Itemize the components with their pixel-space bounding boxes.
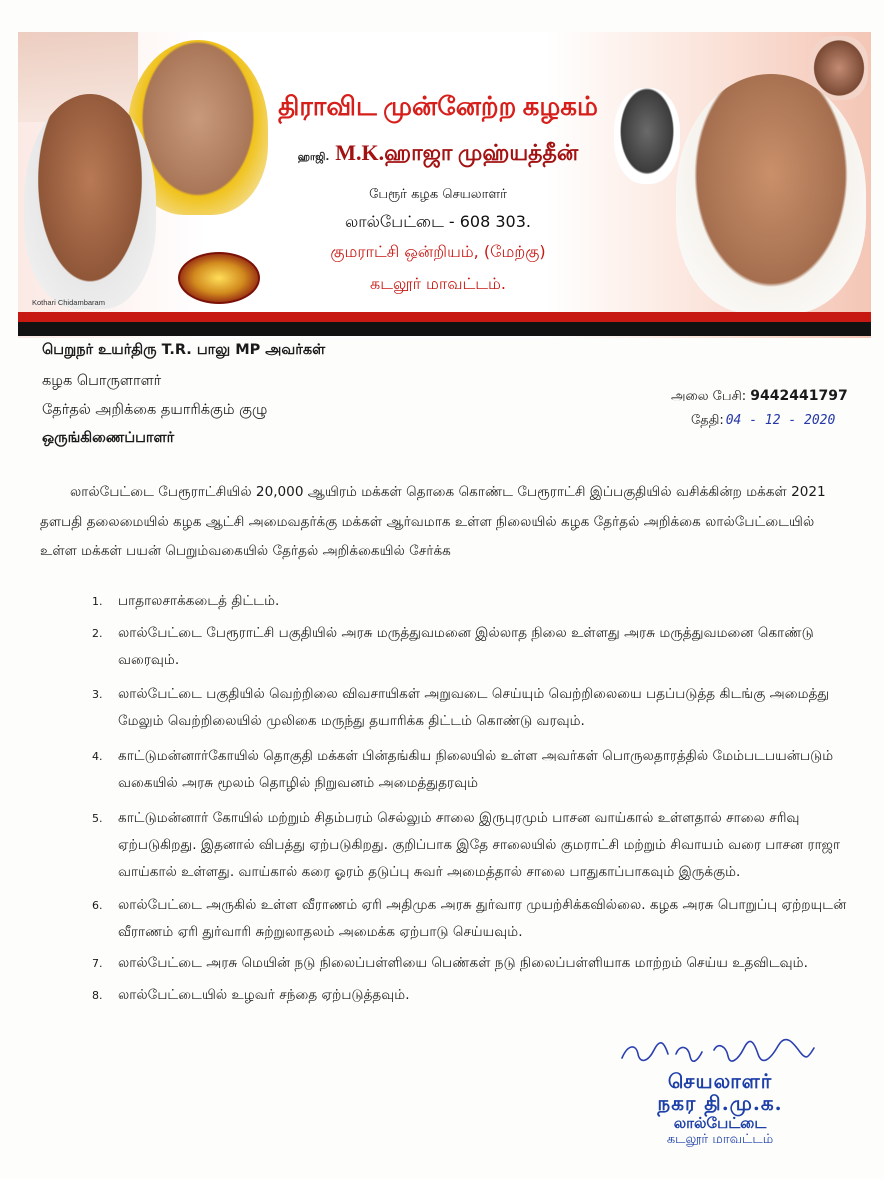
- photographer-credit: Kothari Chidambaram: [32, 298, 105, 307]
- list-item: [92, 950, 852, 977]
- party-name: திராவிட முன்னேற்ற கழகம்: [278, 92, 598, 121]
- list-item-number: 4.: [92, 750, 103, 763]
- list-item-number: 7.: [92, 957, 103, 970]
- list-item-text: லால்பேட்டை பேரூராட்சி பகுதியில் அரசு மருத்துவமனை இல்லாத நிலை உள்ளது அரசு மருத்துவமனை கொண்டு வரைவும்.: [118, 625, 814, 668]
- list-item: [92, 681, 852, 735]
- leader-portrait-photo: [614, 88, 680, 184]
- phone-number: 9442441797: [750, 388, 848, 404]
- recipient-line-2: கழக பொருளாளர்: [42, 373, 162, 389]
- list-item: [92, 620, 852, 674]
- list-item-text: லால்பேட்டையில் உழவர் சந்தை ஏற்படுத்தவும்.: [118, 987, 410, 1003]
- phone-label: அலை பேசி:: [671, 389, 747, 404]
- sender-union: குமராட்சி ஒன்றியம், (மேற்கு): [330, 242, 546, 261]
- list-item-text: லால்பேட்டை அரசு மெயின் நடு நிலைப்பள்ளியை பெண்கள் நடு நிலைப்பள்ளியாக மாற்றம் செய்ய உதவிடவும்.: [118, 955, 808, 971]
- list-item: [92, 588, 852, 615]
- list-item: [92, 805, 852, 886]
- letterhead-black-band: [18, 322, 871, 336]
- body-paragraph-text: லால்பேட்டை பேரூராட்சியில் 20,000 ஆயிரம் மக்கள் தொகை கொண்ட பேரூராட்சி இப்பகுதியில் வசிக்கின்ற மக்கள் 2021 தளபதி தலைமையில் கழக ஆட்சி அமைவதர்க்கு மக்கள் ஆர்வமாக உள்ள நிலையில் கழக தேர்தல் அறிக்கை லால்பேட்டையில் உள்ள மக்கள் பயன் பெறும்வகையில் தேர்தல் அறிக்கையில் சேர்க்க: [40, 484, 826, 559]
- date-value: 04 - 12 - 2020: [725, 413, 836, 428]
- seal-district: கடலூர் மாவட்டம்: [666, 1132, 774, 1147]
- sender-photo: [676, 74, 866, 314]
- list-item-text: லால்பேட்டை அருகில் உள்ள வீராணம் ஏரி அதிமுக அரசு துர்வார முயற்சிக்கவில்லை. கழக அரசு பொறுப்பு ஏற்றயுடன் வீராணம் ஏரி துர்வாரி சுற்றுலாதலம் அமைக்க ஏற்பாடு செய்யவும்.: [118, 897, 847, 940]
- list-item-text: பாதாலசாக்கடைத் திட்டம்.: [118, 593, 280, 609]
- body-paragraph: [40, 478, 844, 567]
- sender-name-row: [258, 140, 618, 169]
- recipient-line-1: பெறுநர் உயர்திரு T.R. பாலு MP அவர்கள்: [42, 342, 326, 358]
- letterhead-red-stripe: [18, 312, 871, 322]
- rising-sun-emblem-icon: [178, 252, 260, 304]
- demands-list: [92, 588, 852, 1009]
- date-row: [691, 413, 835, 429]
- honorific: ஹாஜி.: [297, 152, 330, 163]
- recipient-line-3: தேர்தல் அறிக்கை தயாரிக்கும் குழு: [42, 402, 268, 418]
- seal-title: செயலாளர்: [667, 1069, 773, 1093]
- list-item-number: 6.: [92, 899, 103, 912]
- phone-row: [671, 388, 848, 405]
- list-item-number: 2.: [92, 627, 103, 640]
- list-item-number: 5.: [92, 812, 103, 825]
- date-label: தேதி:: [691, 413, 724, 428]
- handwritten-signature: [618, 1036, 818, 1066]
- stalin-photo: [24, 94, 156, 309]
- list-item-number: 1.: [92, 595, 103, 608]
- list-item-text: லால்பேட்டை பகுதியில் வெற்றிலை விவசாயிகள் அறுவடை செய்யும் வெற்றிலையை பதப்படுத்த கிடங்கு அமைத்து மேலும் வெற்றிலையில் முலிகை மருந்து தயாரிக்க திட்டம் கொண்டு வரவும்.: [118, 686, 830, 729]
- sender-role: பேரூர் கழக செயலாளர்: [369, 187, 507, 202]
- sender-town: லால்பேட்டை - 608 303.: [345, 212, 531, 231]
- list-item-text: காட்டுமன்னார்கோயில் தொகுதி மக்கள் பின்தங்கிய நிலையில் உள்ள அவர்கள் பொருலதாரத்தில் மேம்படபயன்படும் வகையில் அரசு மூலம் தொழில் நிறுவனம் அமைத்துதரவும்: [118, 748, 834, 791]
- list-item-number: 3.: [92, 688, 103, 701]
- seal-town: லால்பேட்டை: [673, 1114, 767, 1132]
- sender-district: கடலூர் மாவட்டம்.: [370, 274, 506, 293]
- seal-org: நகர தி.மு.க.: [657, 1091, 783, 1115]
- official-seal: [615, 1070, 825, 1148]
- sender-name: M.K.ஹாஜா முஹ்யத்தீன்: [335, 140, 579, 165]
- letterhead: [18, 32, 871, 338]
- list-item-number: 8.: [92, 989, 103, 1002]
- list-item: [92, 982, 852, 1009]
- list-item-text: காட்டுமன்னார் கோயில் மற்றும் சிதம்பரம் செல்லும் சாலை இருபுரமும் பாசன வாய்கால் உள்ளதால் சாலை சரிவு ஏற்படுகிறது. இதனால் விபத்து ஏற்படுகிறது. குறிப்பாக இதே சாலையில் குமராட்சி மற்றும் சிவாயம் வரை பாசன ராஜா வாய்கால் உள்ளது. வாய்கால் கரை ஓரம் தடுப்பு சுவர் அமைத்தால் சாலை பாதுகாப்பாகவும் இருக்கும்.: [118, 810, 841, 880]
- list-item: [92, 743, 852, 797]
- recipient-line-4: ஒருங்கிணைப்பாளர்: [42, 430, 175, 446]
- list-item: [92, 892, 852, 946]
